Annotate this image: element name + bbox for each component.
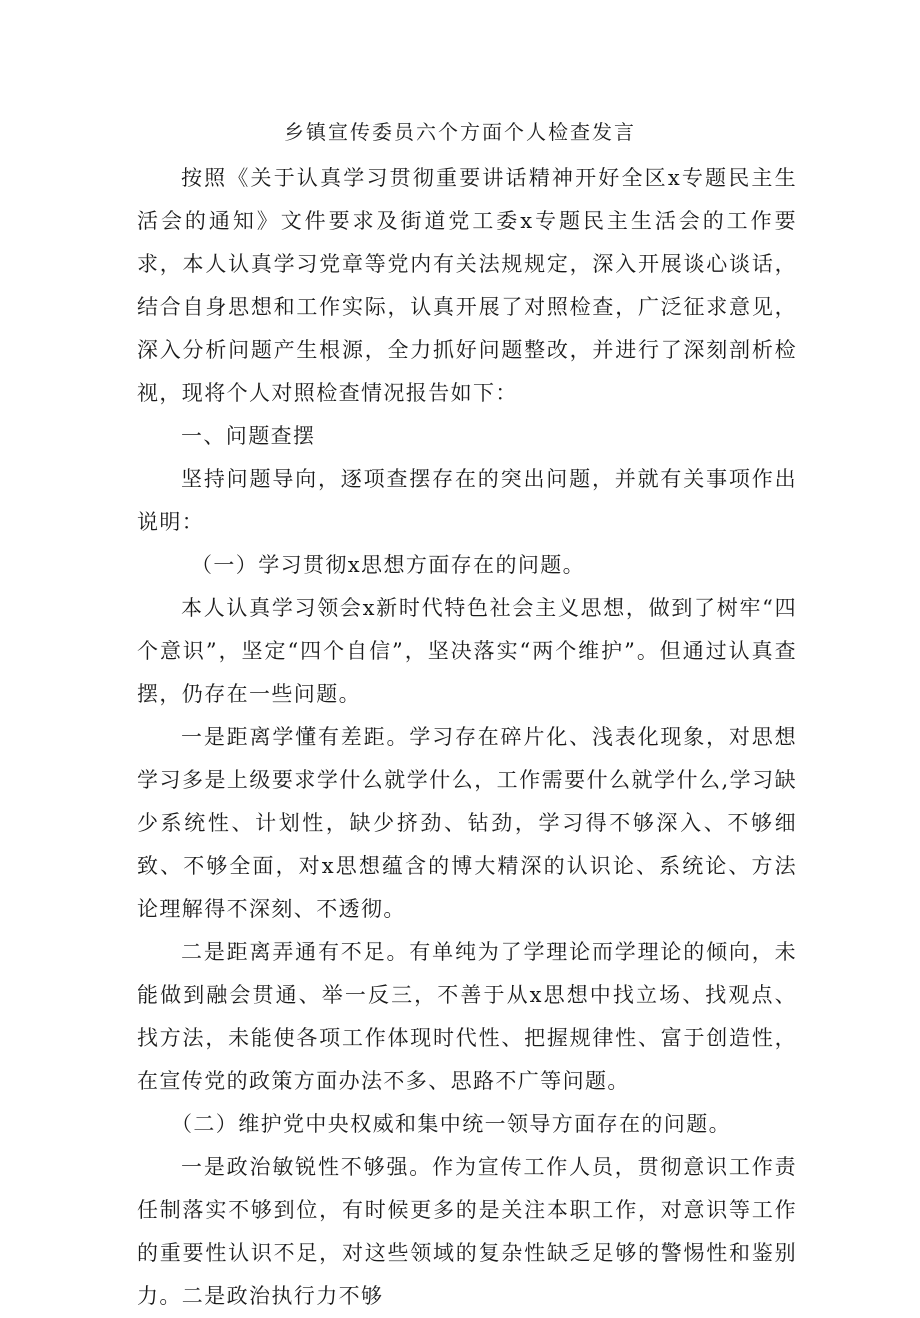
issue-paragraph-3: 一是政治敏锐性不够强。作为宣传工作人员，贯彻意识工作责任制落实不够到位，有时候更多的是关注本职工作，对意识等工作的重要性认识不足，对这些领域的复杂性缺乏足够的警惕性和鉴别力。二是政治执行力不够 bbox=[137, 1155, 797, 1308]
issue-paragraph-1: 一是距离学懂有差距。学习存在碎片化、浅表化现象，对思想学习多是上级要求学什么就学什么，工作需要什么就学什么,学习缺少系统性、计划性，缺少挤劲、钻劲，学习得不够深入、不够细致、不够全面，对x思想蕴含的博大精深的认识论、系统论、方法论理解得不深刻、不透彻。 bbox=[137, 725, 797, 921]
intro-paragraph: 按照《关于认真学习贯彻重要讲话精神开好全区x专题民主生活会的通知》文件要求及街道党工委x专题民主生活会的工作要求，本人认真学习党章等党内有关法规规定，深入开展谈心谈话，结合自身思想和工作实际，认真开展了对照检查，广泛征求意见，深入分析问题产生根源，全力抓好问题整改，并进行了深刻剖析检视，现将个人对照检查情况报告如下： bbox=[137, 166, 797, 405]
section-intro-paragraph: 坚持问题导向，逐项查摆存在的突出问题，并就有关事项作出说明： bbox=[137, 467, 797, 534]
issue-paragraph-2: 二是距离弄通有不足。有单纯为了学理论而学理论的倾向，未能做到融会贯通、举一反三，不善于从x思想中找立场、找观点、找方法，未能使各项工作体现时代性、把握规律性、富于创造性，在宣传党的政策方面办法不多、思路不广等问题。 bbox=[137, 940, 797, 1093]
subsection-1-paragraph: 本人认真学习领会x新时代特色社会主义思想，做到了树牢“四个意识”，坚定“四个自信”，坚决落实“两个维护”。但通过认真查摆，仍存在一些问题。 bbox=[137, 596, 797, 706]
section-heading-1: 一、问题查摆 bbox=[181, 424, 316, 448]
subsection-heading-2: （二）维护党中央权威和集中统一领导方面存在的问题。 bbox=[171, 1112, 731, 1136]
document-body bbox=[137, 157, 797, 1318]
document-title: 乡镇宣传委员六个方面个人检查发言 bbox=[284, 120, 636, 144]
subsection-heading-1: （一）学习贯彻x思想方面存在的问题。 bbox=[191, 553, 586, 577]
